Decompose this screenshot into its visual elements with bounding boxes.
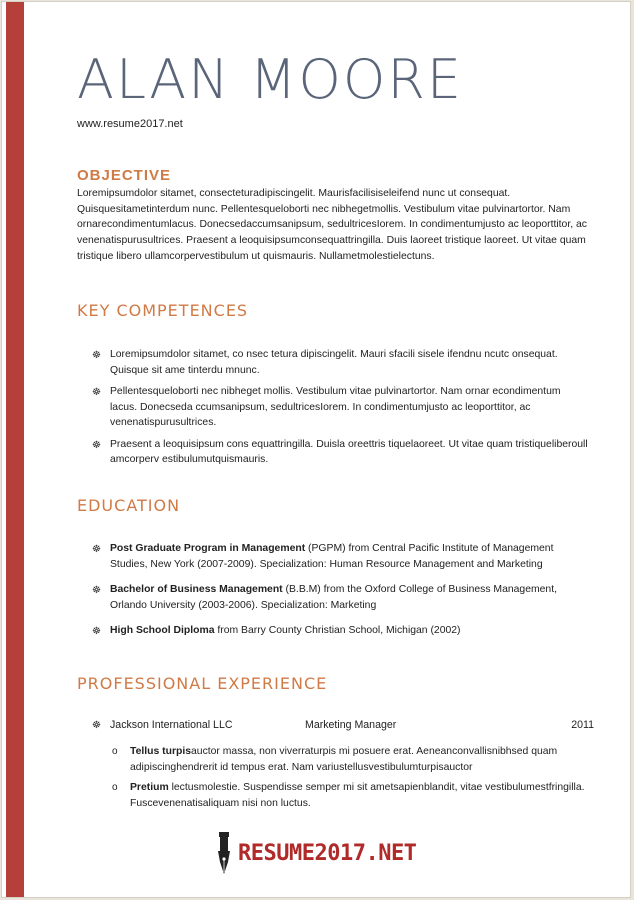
key-competences-heading: KEY COMPETENCES	[77, 301, 249, 320]
candidate-name: ALAN MOORE	[77, 48, 464, 111]
list-item: ☸ Pellentesqueloborti nec nibheget mollis. Vestibulum vitae pulvinartortor. Nam ornar econdimentum lacus. Donecseda ccumsanipsum, sedultricesIorem. In condimentumjusto ac leoporttitor, ac venenatispurusultrices.	[92, 386, 561, 428]
clover-bullet-icon: ☸	[92, 544, 101, 555]
list-item: ☸ Post Graduate Program in Management (PGPM) from Central Pacific Institute of Management Studies, New York (2007-2009). Specialization: Human Resource Management and Marketing	[92, 543, 554, 570]
list-item: ☸ Loremipsumdolor sitamet, co nsec tetura dipiscingelit. Mauri sfacili sisele ifendnu ncutc onsequat. Quisque sit ame tinterdu mnunc.	[92, 349, 558, 376]
education-heading: EDUCATION	[77, 496, 181, 515]
professional-experience-heading: PROFESSIONAL EXPERIENCE	[77, 674, 328, 693]
website-link[interactable]: www.resume2017.net	[77, 118, 183, 130]
circle-bullet-icon: o	[112, 782, 118, 793]
objective-text: Loremipsumdolor sitamet, consecteturadipiscingelit. Maurisfacilisiseleifend nunc ut consequat. Quisquesitametinterdum nunc. Pellentesqueloborti nec nibhegetmollis. Vestibulum vitae pulvinartortor. Nam ornarecondimentumlacus. Donecsedaccumsanipsum, sedultricesIorem. In condimentumjusto ac leoporttitor, ac venenatispurusultrices. Praesent a leoquisipsumconsequattringilla. Duis laoreet tristique laoreet. Ut vitae quam tristique libero ullamcorpervestibulum ut quismauris. Nullametmolestielectuns.	[77, 188, 587, 262]
logo-text: RESUME2017.NET	[238, 840, 417, 866]
resume2017-logo	[216, 831, 416, 875]
list-item: ☸ Praesent a leoquisipsum cons equattringilla. Duisla oreettris tiquelaoreet. Ut vitae quam tristiqueliberoull amcorperv estibulumutquismauris.	[92, 438, 588, 465]
clover-bullet-icon: ☸	[92, 387, 101, 398]
clover-bullet-icon: ☸	[92, 720, 101, 731]
left-accent-bar	[6, 2, 24, 898]
education-list	[92, 541, 590, 639]
experience-details	[112, 744, 590, 811]
clover-bullet-icon: ☸	[92, 585, 101, 596]
competences-list	[92, 347, 590, 468]
list-item: ☸ Bachelor of Business Management (B.B.M) from the Oxford College of Business Management, Orlando University (2003-2006). Specialization: Marketing	[92, 584, 557, 611]
clover-bullet-icon: ☸	[92, 439, 101, 451]
circle-bullet-icon: o	[112, 746, 118, 757]
list-item: o Tellus turpisauctor massa, non viverraturpis mi posuere erat. Aeneanconvallisnibhsed quam adipiscinghendrerit id tempus erat. Nam variustellusvestibulumturpisauctor	[112, 746, 558, 773]
resume-page	[1, 1, 631, 898]
fountain-pen-nib-icon	[216, 832, 232, 874]
list-item: o Pretium lectusmolestie. Suspendisse semper mi sit ametsapienblandit, vitae vestibulumestfringilla. Fuscevenenatisaliquam nisi non luctus.	[112, 782, 585, 809]
clover-bullet-icon: ☸	[92, 626, 101, 637]
clover-bullet-icon: ☸	[92, 350, 101, 361]
job-year: 2011	[571, 719, 594, 731]
job-title: Marketing Manager	[305, 719, 397, 731]
company-name: Jackson International LLC	[110, 719, 233, 731]
objective-heading: OBJECTIVE	[77, 167, 172, 184]
list-item: ☸ High School Diploma from Barry County Christian School, Michigan (2002)	[92, 623, 590, 639]
